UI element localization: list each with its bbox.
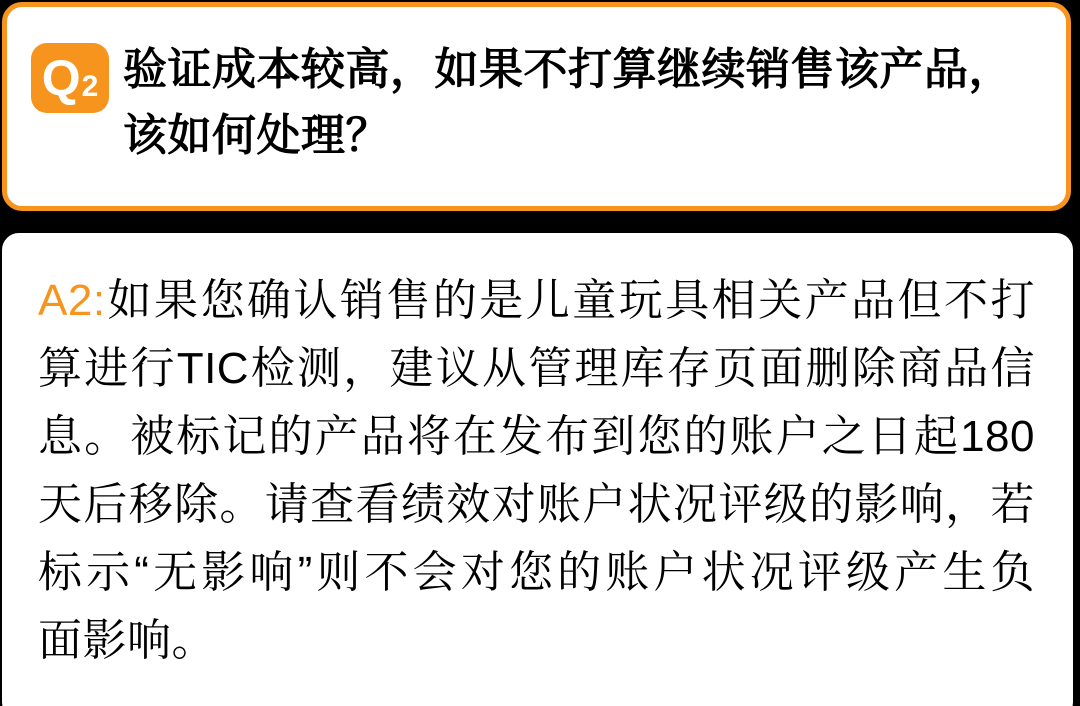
answer-card	[0, 230, 1076, 706]
answer-line-6: 面影响。	[38, 616, 216, 665]
badge-letter: Q	[41, 50, 81, 106]
question-line-2: 该如何处理？	[123, 111, 390, 160]
answer-prefix: A2:	[38, 276, 106, 325]
answer-line-4: 天后移除。请查看绩效对账户状况评级的影响，若	[38, 480, 1035, 529]
answer-line-3: 息。被标记的产品将在发布到您的账户之日起180	[38, 412, 1035, 461]
question-text	[123, 37, 1013, 169]
question-line-1: 验证成本较高，如果不打算继续销售该产品，	[123, 45, 1013, 94]
question-card	[2, 2, 1071, 211]
answer-line-2: 算进行TIC检测，建议从管理库存页面删除商品信	[38, 344, 1035, 393]
answer-line-5: 标示“无影响”则不会对您的账户状况评级产生负	[38, 548, 1035, 597]
question-number-badge	[31, 43, 109, 113]
badge-number: 2	[81, 70, 99, 103]
answer-line-1-text: 如果您确认销售的是儿童玩具相关产品但不打	[105, 276, 1035, 325]
answer-line-1	[38, 267, 1035, 335]
